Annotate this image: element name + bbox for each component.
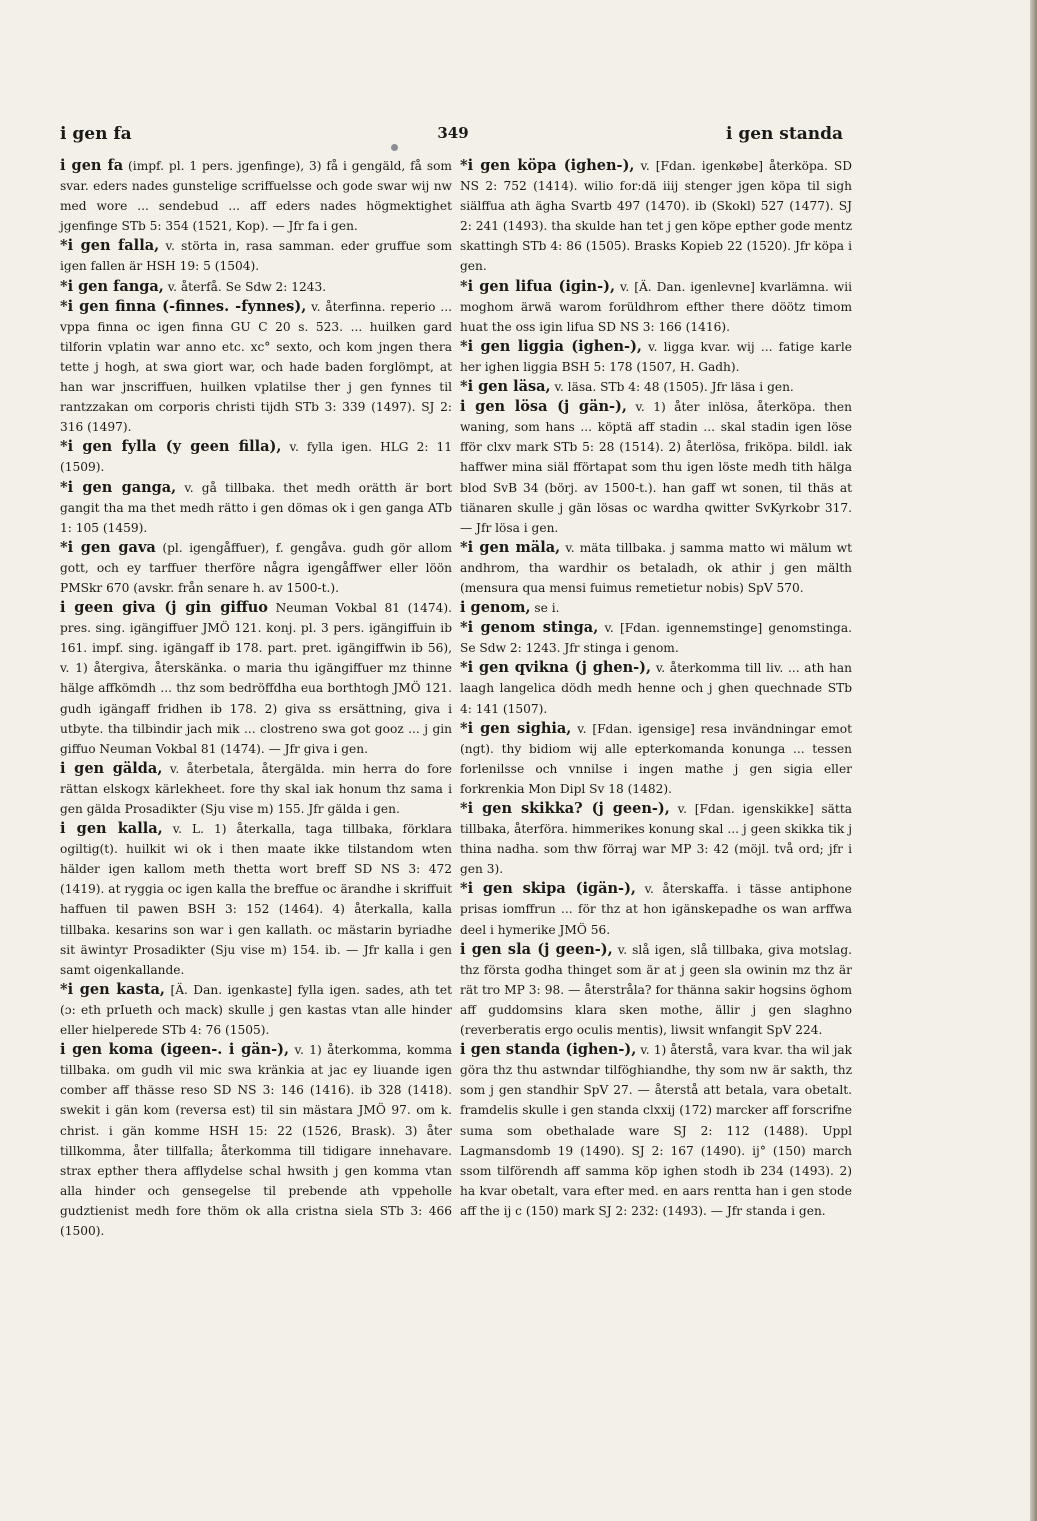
entry-definition: (pl. igengåffuer), f. gengåva. gudh gör allom gott, och ey tarffuer therföre några igengåffwer eller löön PMSkr 670 (avskr. från senare h. av 1500-t.). [60, 540, 453, 595]
entry-definition: v. 1) åter inlösa, återköpa. then waning, som hans ... köptä aff stadin ... skal stadin igen löse fför clxv mark STb 5: 28 (1514). 2) återlösa, friköpa. bildl. iak haffwer mina siäl fförtapat som thu igen löste medh tith hälga blod SvB 34 (börj. av 1500-t.). han gaff wt sonen, til thäs at tiänaren skulle j gän lösas oc wardha qwitter SvKyrkobr 317. — Jfr lösa i gen. [460, 400, 852, 535]
dictionary-entry [460, 598, 852, 618]
entry-headword: i gen standa (ighen-), [460, 1041, 637, 1059]
dictionary-entry [460, 658, 852, 718]
entry-headword: *i gen finna (-finnes. -fynnes), [60, 297, 307, 315]
right-column [460, 156, 852, 1221]
dictionary-entry [460, 337, 852, 377]
entry-definition: Neuman Vokbal 81 (1474). pres. sing. igängiffuer JMÖ 121. konj. pl. 3 pers. igängiffuin ib 161. impf. sing. igängaff ib 178. part. pret. igängiffwin ib 56), v. 1) återgiva, återskänka. o maria thu igängiffuer mz thinne hälge affkömdh ... thz som bedröffdha eua borthtogh JMÖ 121. gudh igängaff fridhen ib 178. 2) giva ss ersättning, giva i utbyte. tha tilbindir jach mik ... clostreno swa got gooz ... j gin giffuo Neuman Vokbal 81 (1474). — Jfr giva i gen. [60, 601, 452, 756]
dictionary-entry [60, 277, 452, 297]
dictionary-entry [460, 277, 852, 337]
page-number: 349 [437, 124, 469, 142]
entry-headword: *i gen ganga, [60, 478, 177, 496]
entry-headword: *i gen sighia, [460, 719, 572, 737]
entry-definition: v. 1) återstå, vara kvar. tha wil jak göra thz thu astwndar tilföghiandhe, thy som nw är sakth, thz som j gen standhir SpV 27. — återstå att betala, vara obetalt. framdelis skulle i gen standa clxxij (172) marcker aff forscrifne suma som obethalade ware SJ 2: 112 (1488). Uppl Lagmansdomb 19 (1490). SJ 2: 167 (1490). ij° (150) march ssom tilförendh aff samma köp ighen stodh ib 234 (1493). 2) ha kvar obetalt, vara efter med. en aars rentta han i gen stode aff the ij c (150) mark SJ 2: 232: (1493). — Jfr standa i gen. [460, 1043, 852, 1218]
dictionary-entry [60, 297, 452, 438]
page-edge [1030, 0, 1037, 1521]
entry-definition: v. återskaffa. i tässe antiphone prisas iomffrun ... för thz at hon igänskepadhe os wan arffwa deel i hymerike JMÖ 56. [460, 882, 853, 937]
entry-definition: v. [Ä. Dan. igenlevne] kvarlämna. wii moghom ärwä warom forüldhrom efther there döötz timom huat the oss igin lifua SD NS 3: 166 (1416). [460, 279, 853, 334]
entry-headword: *i gen skipa (igän-), [460, 880, 636, 898]
dictionary-entry [60, 759, 452, 819]
dictionary-entry [460, 719, 852, 799]
dictionary-entry [60, 598, 452, 759]
entry-headword: i gen fa [60, 157, 124, 174]
entry-definition: v. [Fdan. igensige] resa invändningar emot (ngt). thy bidiom wij alle epterkomanda konunga ... tessen forlenilsse och vnnilse i ingen mathe j gen sigia eller forkrenkia Mon Dipl Sv 18 (1482). [460, 721, 852, 796]
dictionary-entry [460, 1040, 852, 1221]
dictionary-entry [460, 618, 852, 658]
running-header [60, 124, 843, 148]
dictionary-entry [60, 819, 452, 980]
entry-definition: v. 1) återkomma, komma tillbaka. om gudh vil mic swa kränkia at jac ey liuande igen comber aff thässe reso SD NS 3: 146 (1416). ib 328 (1418). swekit i gän kom (reversa est) til sin mästara JMÖ 97. om k. christ. i gän komme HSH 15: 22 (1526, Brask). 3) åter tillkomma, åter tillfalla; återkomma till tidigare innehavare. strax epther thera afflydelse schal hwsith j gen komma vtan alla hinder och gensegelse til prebende ath vppeholle gudztienist medh fore thöm ok alla cristna siela STb 3: 466 (1500). [60, 1043, 452, 1238]
entry-headword: *i gen gava [60, 538, 156, 556]
entry-headword: i gen sla (j geen-), [460, 940, 613, 958]
entry-headword: *i gen lifua (igin-), [460, 277, 616, 295]
dictionary-entry [60, 538, 452, 598]
ink-dot [391, 144, 398, 151]
entry-definition: v. [Fdan. igenkøbe] återköpa. SD NS 2: 752 (1414). wilio for:dä iiij stenger jgen köpa til sigh siälffua ath ägha Svartb 497 (1470). ib (Skokl) 527 (1477). SJ 2: 241 (1493). tha skulde han tet j gen köpe epther gode mentz skattingh STb 4: 86 (1505). Brasks Kopieb 22 (1520). Jfr köpa i gen. [460, 159, 852, 274]
dictionary-entry [60, 236, 452, 276]
entry-headword: *i gen kasta, [60, 980, 165, 998]
entry-definition: v. slå igen, slå tillbaka, giva motslag. thz första godha thinget som är at j geen sla owinin mz thz är rät tro MP 3: 98. — återstråla? for thänna sakir hogsins öghom aff guddomsins klara sken mothe, ällir j gen slaghno (reverberatis ergo oculis mentis), liwsit wnfangit SpV 224. [460, 942, 853, 1038]
entry-headword: i gen lösa (j gän-), [460, 398, 627, 416]
header-left-guide-word: i gen fa [60, 124, 132, 144]
entry-headword: *i gen fylla (y geen filla), [60, 438, 282, 456]
dictionary-entry [460, 156, 852, 277]
entry-headword: i geen giva (j gin giffuo [60, 599, 268, 617]
entry-definition: v. läsa. STb 4: 48 (1505). Jfr läsa i gen. [554, 380, 794, 395]
entry-definition: v. återfinna. reperio ... vppa finna oc igen finna GU C 20 s. 523. ... huilken gard tilforin vplatin war anno etc. xc° sexto, och kom jngen thera tette j hogh, at swa giort war, och hade baden forglömpt, at han war jnscriffuen, huilken vplatilse ther j gen fynnes til rantzzakan om corporis christi tijdh STb 3: 339 (1497). SJ 2: 316 (1497). [60, 299, 453, 435]
entry-definition: v. ligga kvar. wij ... fatige karle her ighen liggia BSH 5: 178 (1507, H. Gadh). [460, 339, 852, 374]
entry-definition: (impf. pl. 1 pers. jgenfinge), 3) få i gengäld, få som svar. eders nades gunstelige scriffuelsse och gode swar wij nw med wore ... sendebud ... aff eders nades högmektighet jgenfinge STb 5: 354 (1521, Kop). — Jfr fa i gen. [60, 159, 452, 234]
left-column [60, 156, 452, 1241]
dictionary-entry [460, 538, 852, 598]
dictionary-entry [460, 397, 852, 538]
entry-definition: v. mäta tillbaka. j samma matto wi mälum wt andhrom, tha wardhir os betaladh, ok athir j gen mälth (mensura qua mensi fuimus remetietur nobis) SpV 570. [460, 540, 853, 595]
entry-definition: v. [Fdan. igenskikke] sätta tillbaka, återföra. himmerikes konung skal ... j geen skikka tik j thina nadha. som thw förraj war MP 3: 42 (möjl. två ord; jfr i gen 3). [460, 802, 852, 877]
dictionary-entry [60, 980, 452, 1040]
entry-definition: v. [Fdan. igennemstinge] genomstinga. Se Sdw 2: 1243. Jfr stinga i genom. [460, 621, 852, 656]
entry-headword: i gen kalla, [60, 820, 163, 838]
dictionary-entry [60, 1040, 452, 1241]
entry-definition: v. fylla igen. HLG 2: 11 (1509). [60, 440, 453, 475]
entry-headword: *i gen falla, [60, 237, 160, 255]
entry-definition: v. L. 1) återkalla, taga tillbaka, förklara ogiltig(t). huilkit wi ok i then maate ikke tilstandom wten hälder igen kallom meth thetta wort breff SD NS 3: 472 (1419). at ryggia oc igen kalla the breffue oc ärandhe i skriffuit haffuen til pawen BSH 3: 152 (1464). 4) återkalla, kalla tillbaka. kesarins son war i gen kallath. oc mästarin byriadhe sit äwintyr Prosadikter (Sju vise m) 154. ib. — Jfr kalla i gen samt oigenkallande. [60, 822, 453, 977]
entry-headword: *i gen qvikna (j ghen-), [460, 659, 652, 677]
entry-headword: *i gen mäla, [460, 538, 561, 556]
header-right-guide-word: i gen standa [725, 124, 843, 144]
entry-definition: v. återfå. Se Sdw 2: 1243. [167, 279, 327, 294]
dictionary-entry [460, 940, 852, 1040]
entry-headword: *i genom stinga, [460, 619, 599, 637]
entry-headword: i gen gälda, [60, 759, 163, 777]
dictionary-entry [60, 156, 452, 236]
entry-headword: i gen koma (igeen-. i gän-), [60, 1041, 290, 1059]
entry-headword: i genom, [460, 599, 531, 617]
entry-definition: v. gå tillbaka. thet medh orätth är bort gangit tha ma thet medh rätto i gen dömas ok i gen ganga ATb 1: 105 (1459). [60, 480, 452, 535]
entry-headword: *i gen skikka? (j geen-), [460, 800, 670, 817]
dictionary-entry [60, 437, 452, 477]
entry-headword: *i gen liggia (ighen-), [460, 337, 642, 355]
entry-headword: *i gen köpa (ighen-), [460, 157, 635, 174]
dictionary-entry [460, 377, 852, 397]
dictionary-entry [60, 478, 452, 538]
entry-headword: *i gen fanga, [60, 277, 164, 295]
entry-definition: [Ä. Dan. igenkaste] fylla igen. sades, ath tet (ɔ: eth prIueth och mack) skulle j gen kastas vtan alle hinder eller hielperede STb 4: 76 (1505). [60, 982, 453, 1038]
entry-definition: se i. [534, 601, 560, 616]
entry-definition: v. återbetala, återgälda. min herra do fore rättan elskogx kärlekheet. fore thy skal iak honum thz sama i gen gälda Prosadikter (Sju vise m) 155. Jfr gälda i gen. [60, 761, 452, 816]
entry-definition: v. störta in, rasa samman. eder gruffue som igen fallen är HSH 19: 5 (1504). [60, 239, 453, 274]
dictionary-entry [460, 879, 852, 939]
entry-definition: v. återkomma till liv. ... ath han laagh langelica dödh medh henne och j ghen quechnade STb 4: 141 (1507). [460, 661, 852, 716]
dictionary-entry [460, 799, 852, 879]
entry-headword: *i gen läsa, [460, 378, 551, 396]
